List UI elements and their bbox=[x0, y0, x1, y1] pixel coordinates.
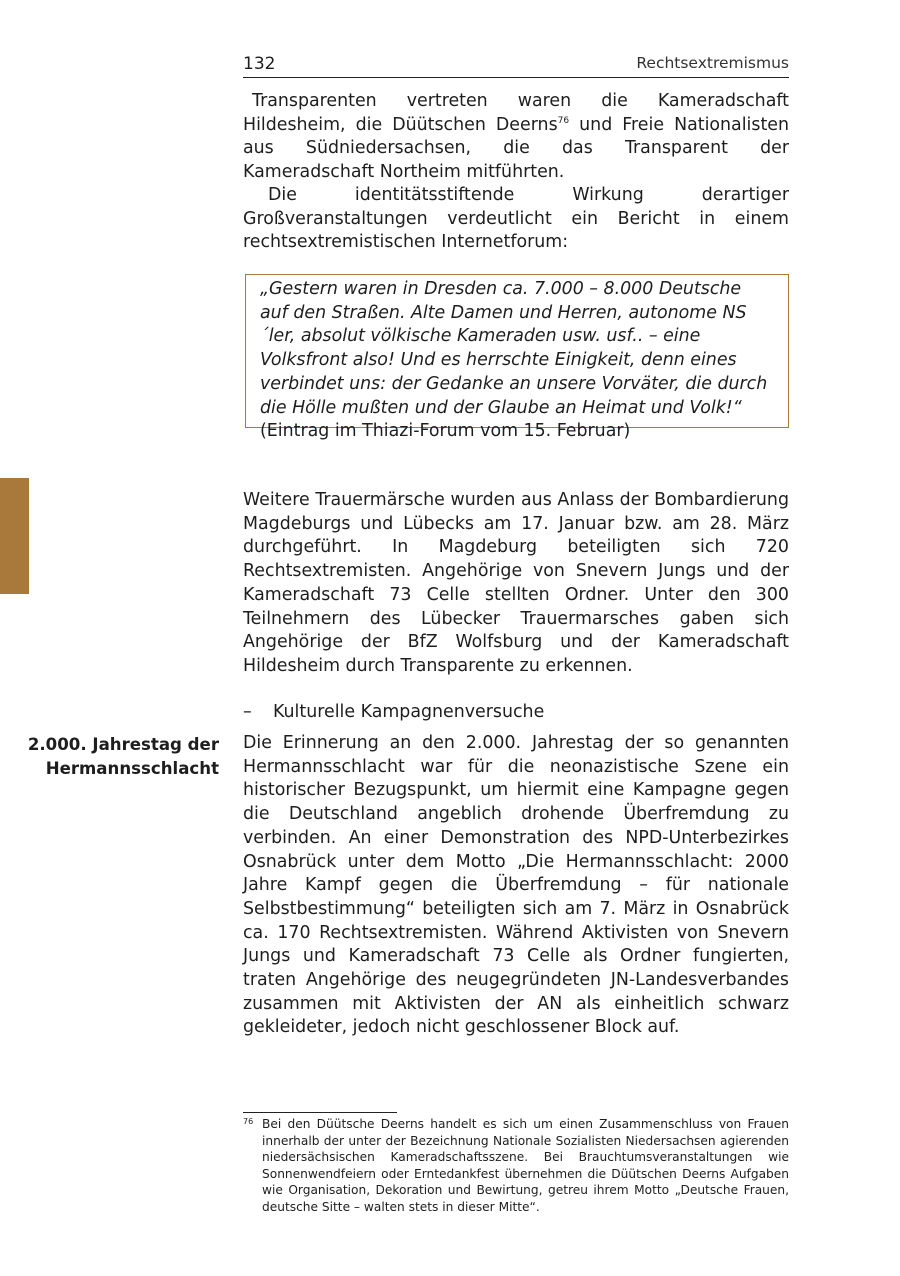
chapter-tab-marker bbox=[0, 478, 29, 594]
list-item-text: Kulturelle Kampagnenversuche bbox=[273, 702, 545, 722]
footnote-text: Bei den Düütsche Deerns handelt es sich um einen Zusammenschluss von Frauen innerhalb der unter der Bezeichnung Nationale Sozialisten Niedersachsen agierenden niedersächsischen Kameradschaftsszene. Bei Brauchtumsveranstaltungen wie Sonnenwendfeiern oder Erntedankfest übernehmen die Düütschen Deerns Aufgaben wie Organisation, Dekoration und Bewirtung, getreu ihrem Motto „Deutsche Frauen, deutsche Sitte – walten stets in dieser Mitte“. bbox=[262, 1117, 789, 1214]
margin-heading-line: Hermannsschlacht bbox=[45, 758, 219, 778]
paragraph-text: Transparenten vertreten waren die Kameradschaft Hildesheim, die Düütschen Deerns bbox=[243, 91, 789, 135]
header-rule bbox=[243, 77, 789, 78]
page-number: 132 bbox=[243, 54, 276, 74]
dash-marker: – bbox=[243, 702, 252, 722]
paragraph-text: und Freie Nationalisten aus Südniedersachsen, die das Transparent der Kameradschaft Northeim mitführten. bbox=[243, 114, 789, 183]
paragraph-intro-quote bbox=[243, 184, 789, 255]
running-title: Rechtsextremismus bbox=[636, 54, 789, 72]
margin-heading bbox=[0, 733, 219, 780]
quote-source: (Eintrag im Thiazi-Forum vom 15. Februar) bbox=[260, 421, 631, 442]
paragraph-hermannsschlacht bbox=[243, 732, 789, 1040]
footnote-number: 76 bbox=[243, 1117, 254, 1126]
footnote bbox=[243, 1116, 789, 1216]
paragraph-text: Die identitätsstiftende Wirkung derartiger Großveranstaltungen verdeutlicht ein Bericht in einem rechtsextremistischen Internetforum: bbox=[243, 185, 789, 253]
quote-text: „Gestern waren in Dresden ca. 7.000 – 8.000 Deutsche auf den Straßen. Alte Damen und Herren, autonome NS´ler, absolut völkische Kameraden usw. usf.. – eine Volksfront also! Und es herrschte Einigkeit, denn eines verbindet uns: der Gedanke an unsere Vorväter, die durch die Hölle mußten und der Glaube an Heimat und Volk!“ bbox=[260, 279, 768, 418]
paragraph-trauermaersche bbox=[243, 489, 789, 679]
footnote-rule bbox=[243, 1112, 397, 1113]
quote-box bbox=[245, 274, 789, 442]
footnote-reference[interactable]: 76 bbox=[557, 115, 570, 126]
paragraph-text: Die Erinnerung an den 2.000. Jahrestag der so genannten Hermannsschlacht war für die neonazistische Szene ein historischer Bezugspunkt, um hiermit eine Kampagne gegen die Deutschland angeblich drohende Überfremdung zu verbinden. An einer Demonstration des NPD-Unterbezirkes Osnabrück unter dem Motto „Die Hermannsschlacht: 2000 Jahre Kampf gegen die Überfremdung – für nationale Selbstbestimmung“ beteiligten sich am 7. März in Osnabrück ca. 170 Rechtsextremisten. Während Aktivisten von Snevern Jungs und Kameradschaft 73 Celle als Ordner fungierten, traten Angehörige des neugegründeten JN-Landesverbandes zusammen mit Aktivisten der AN als einheitlich schwarz gekleideter, jedoch nicht geschlossener Block auf. bbox=[243, 733, 789, 1038]
dash-list-item bbox=[243, 701, 544, 725]
paragraph-text: Weitere Trauermärsche wurden aus Anlass der Bombardierung Magdeburgs und Lübecks am 17. Januar bzw. am 28. März durchgeführt. In Magdeburg beteiligten sich 720 Rechtsextremisten. Angehörige von Snevern Jungs und der Kameradschaft 73 Celle stellten Ordner. Unter den 300 Teilnehmern des Lübecker Trauermarsches gaben sich Angehörige der BfZ Wolfsburg und der Kameradschaft Hildesheim durch Transparente zu erkennen. bbox=[243, 490, 789, 676]
paragraph-continued bbox=[243, 90, 789, 185]
margin-heading-line: 2.000. Jahrestag der bbox=[27, 735, 219, 754]
